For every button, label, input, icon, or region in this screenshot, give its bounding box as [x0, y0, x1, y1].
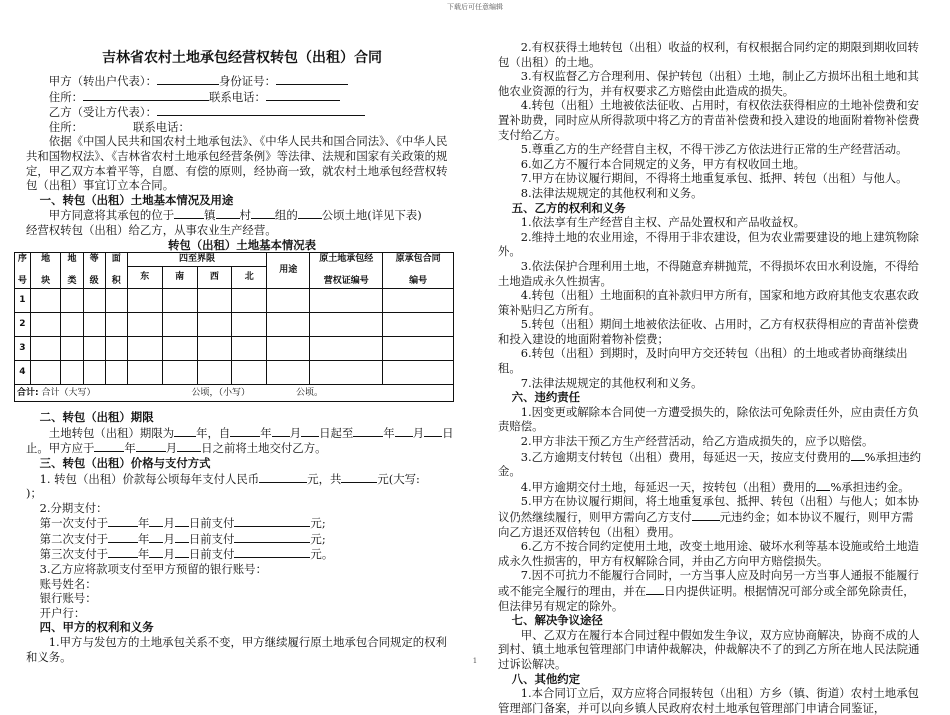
section-6-item-6: 6.乙方不按合同约定使用土地，改变土地用途、破坏水利等基本设施或给土地造成永久性损害的，甲方有权解除合同，并由乙方向甲方赔偿损失。 — [498, 539, 919, 568]
section-6-item-7: 7.因不可抗力不能履行合同时，一方当事人应及时向另一方当事人通报不能履行或不能完全履行的理由，并在 日内提供证明。根据情况可部分或全部免除责任，但法律另有规定的除外。 — [498, 568, 919, 613]
address-label: 住所： — [48, 119, 83, 134]
section-8-heading: 八、其他约定 — [511, 671, 581, 686]
table-row: 1 — [15, 289, 454, 313]
section-4-item-1: 1.甲方与发包方的土地承包关系不变，甲方继续履行原土地承包合同规定的权利和义务。 — [26, 635, 447, 664]
col-plot-header: 地 块 — [30, 253, 61, 289]
section-1-line2: 经营权转包（出租）给乙方，从事农业生产经营。 — [26, 222, 277, 237]
section-5-item-6: 6.转包（出租）到期时，及时向甲方交还转包（出租）的土地或者协商继续出租。 — [498, 346, 908, 376]
account-name: 账号姓名： — [39, 576, 97, 591]
section-4-item-7: 7.甲方在协议履行期间，不得将土地重复承包、抵押、转包（出租）与他人。 — [520, 171, 908, 186]
party-a-label: 甲方（转出户代表）： — [48, 74, 158, 88]
party-b-line — [26, 104, 458, 120]
section-6-item-1: 1.因变更或解除本合同使一方遭受损失的，除依法可免除责任外，应由责任方负责赔偿。 — [498, 404, 919, 434]
table-caption: 转包（出租）土地基本情况表 — [167, 237, 317, 252]
blank — [157, 73, 219, 85]
blank — [157, 104, 365, 116]
right-column — [498, 40, 924, 715]
phone-label: 联系电话： — [208, 89, 266, 104]
col-south: 南 — [162, 267, 197, 289]
section-6-item-5: 5.甲方在协议履行期间，将土地重复承包、抵押、转包（出租）与他人；如本协议仍然继续履行，则甲方需向乙方支付 元违约金；如本协议不履行，则甲方需向乙方退还双倍转包（出租）费用。 — [498, 494, 919, 539]
section-2-heading: 二、转包（出租）期限 — [39, 410, 154, 425]
header-note: 下载后可任意编辑 — [447, 3, 503, 11]
section-3-installments: 2.分期支付： — [39, 500, 108, 515]
section-1-heading: 一、转包（出租）土地基本情况及用途 — [39, 192, 234, 207]
col-use-header: 用途 — [267, 253, 310, 289]
col-area-header: 面 积 — [105, 253, 127, 289]
section-5-item-2: 2.维持土地的农业用途，不得用于非农建设，但为农业需要建设的地上建筑物除外。 — [498, 229, 919, 259]
section-6-item-4: 4.甲方逾期交付土地，每延迟一天，按转包（出租）费用的 %承担违约金。 — [520, 479, 910, 494]
bank-name: 开户行： — [39, 605, 86, 620]
section-5-heading: 五、乙方的权利和义务 — [511, 200, 626, 215]
col-north: 北 — [232, 267, 267, 289]
section-7-heading: 七、解决争议途径 — [511, 613, 603, 628]
col-no-header: 序 号 — [15, 253, 31, 289]
section-5-item-5: 5.转包（出租）期间土地被依法征收、占用时，乙方有权获得相应的青苗补偿费和投入建设的地面附着物补偿费； — [498, 317, 919, 346]
section-5-item-7: 7.法律法规规定的其他权利和义务。 — [520, 375, 703, 390]
section-5-item-3: 3.依法保护合理利用土地，不得随意弃耕抛荒，不得损坏农田水利设施，不得给土地造成永久性损害。 — [498, 258, 919, 288]
document-title: 吉林省农村土地承包经营权转包（出租）合同 — [102, 50, 382, 66]
blank — [83, 89, 209, 101]
intro-paragraph: 依据《中国人民共和国农村土地承包法》、《中华人民共和国合同法》、《中华人民共和国物权法》、《吉林省农村土地承包经营条例》等法律、法规和国家有关政策的规定，甲乙双方本着平等，自愿、有偿的原则，经协商一致，就农村土地承包经营权转包（出租）事宜订立本合同。 — [26, 134, 448, 193]
col-west: 西 — [197, 267, 232, 289]
section-4-item-3: 3.有权监督乙方合理利用、保护转包（出租）土地，制止乙方损坏出租土地和其他农业资源的行为，并有权要求乙方赔偿由此造成的损失。 — [498, 69, 919, 98]
section-4-heading: 四、甲方的权利和义务 — [39, 620, 154, 635]
section-4-item-2: 2.有权获得土地转包（出租）收益的权利，有权根据合同约定的期限到期收回转包（出租）的土地。 — [498, 40, 919, 69]
col-bounds-header: 四至界限 — [127, 253, 266, 267]
col-east: 东 — [127, 267, 162, 289]
installment-3: 第三次支付于 年 月 日前支付 元。 — [39, 547, 334, 562]
table-row: 3 — [15, 337, 454, 361]
section-6-item-3: 3.乙方逾期支付转包（出租）费用，每延迟一天，按应支付费用的 %承担违约金。 — [498, 449, 921, 479]
section-1-line1: 甲方同意将其承包的位于 镇 村 组的 公顷土地(详见下表) — [48, 208, 422, 223]
section-3-price: 1. 转包（出租）价款每公顷每年支付人民币 元，共 元(大写: )； — [26, 471, 420, 501]
table-total-row: 合计: 合计（大写） 公顷，（小写） 公顷。 — [15, 385, 454, 402]
section-6-item-2: 2.甲方非法干预乙方生产经营活动，给乙方造成损失的，应予以赔偿。 — [520, 434, 874, 449]
installment-2: 第二次支付于 年 月 日前支付 元; — [39, 531, 326, 546]
section-8-item-1: 1.本合同订立后，双方应将合同报转包（出租）方乡（镇、街道）农村土地承包管理部门备案，并可以向乡镇人民政府农村土地承包管理部门申请合同鉴证， — [498, 686, 919, 715]
phone-label: 联系电话： — [132, 119, 190, 134]
blank — [276, 73, 348, 85]
address-label: 住所： — [48, 89, 83, 104]
col-grade-header: 等 级 — [83, 253, 105, 289]
installment-1: 第一次支付于 年 月 日前支付 元; — [39, 516, 326, 531]
col-cert-header: 原土地承包经 营权证编号 — [310, 253, 383, 289]
section-5-item-1: 1.依法享有生产经营自主权、产品处置权和产品收益权。 — [520, 215, 806, 230]
section-5-item-4: 4.转包（出租）土地面积的直补款归甲方所有，国家和地方政府其他支农惠农政策补贴归乙方所有。 — [498, 288, 919, 317]
table-row: 4 — [15, 361, 454, 385]
party-a-address-line — [26, 89, 458, 105]
section-4-item-6: 6.如乙方不履行本合同规定的义务，甲方有权收回土地。 — [520, 156, 806, 171]
section-4-item-5: 5.尊重乙方的生产经营自主权，不得干涉乙方依法进行正常的生产经营活动。 — [520, 142, 908, 157]
col-contract-header: 原承包合同 编号 — [383, 253, 454, 289]
blank — [266, 89, 340, 101]
section-7-paragraph: 甲、乙双方在履行本合同过程中假如发生争议，双方应协商解决，协商不成的人到村、镇土地承包管理部门申请仲裁解决，仲裁解决不了的到乙方所在地人民法院通过诉讼解决。 — [498, 627, 920, 671]
table-row: 2 — [15, 313, 454, 337]
section-3-heading: 三、转包（出租）价格与支付方式 — [39, 455, 211, 470]
id-label: 身份证号： — [219, 74, 276, 88]
party-b-address-line — [26, 120, 458, 135]
party-b-label: 乙方（受让方代表）： — [48, 105, 158, 120]
section-2-paragraph: 土地转包（出租）期限为 年，自 年 月 日起至 年 月 日止。甲方应于 年 月 日之前将土地交付乙方。 — [26, 425, 454, 456]
page-number: 1 — [472, 657, 478, 665]
party-a-line — [26, 73, 458, 89]
section-6-heading: 六、违约责任 — [511, 390, 581, 405]
land-info-table — [14, 252, 454, 402]
col-type-header: 地 类 — [61, 253, 83, 289]
section-4-item-8: 8.法律法规规定的其他权利和义务。 — [520, 185, 703, 200]
left-column — [17, 40, 458, 664]
bank-instruction: 3.乙方应将款项支付至甲方预留的银行账号： — [39, 562, 267, 577]
section-4-item-4: 4.转包（出租）土地被依法征收、占用时，有权依法获得相应的土地补偿费和安置补助费，同时应从所得款项中将乙方的青苗补偿费和投入建设的地面附着物补偿费支付给乙方。 — [498, 98, 920, 142]
account-number: 银行账号： — [39, 591, 97, 606]
